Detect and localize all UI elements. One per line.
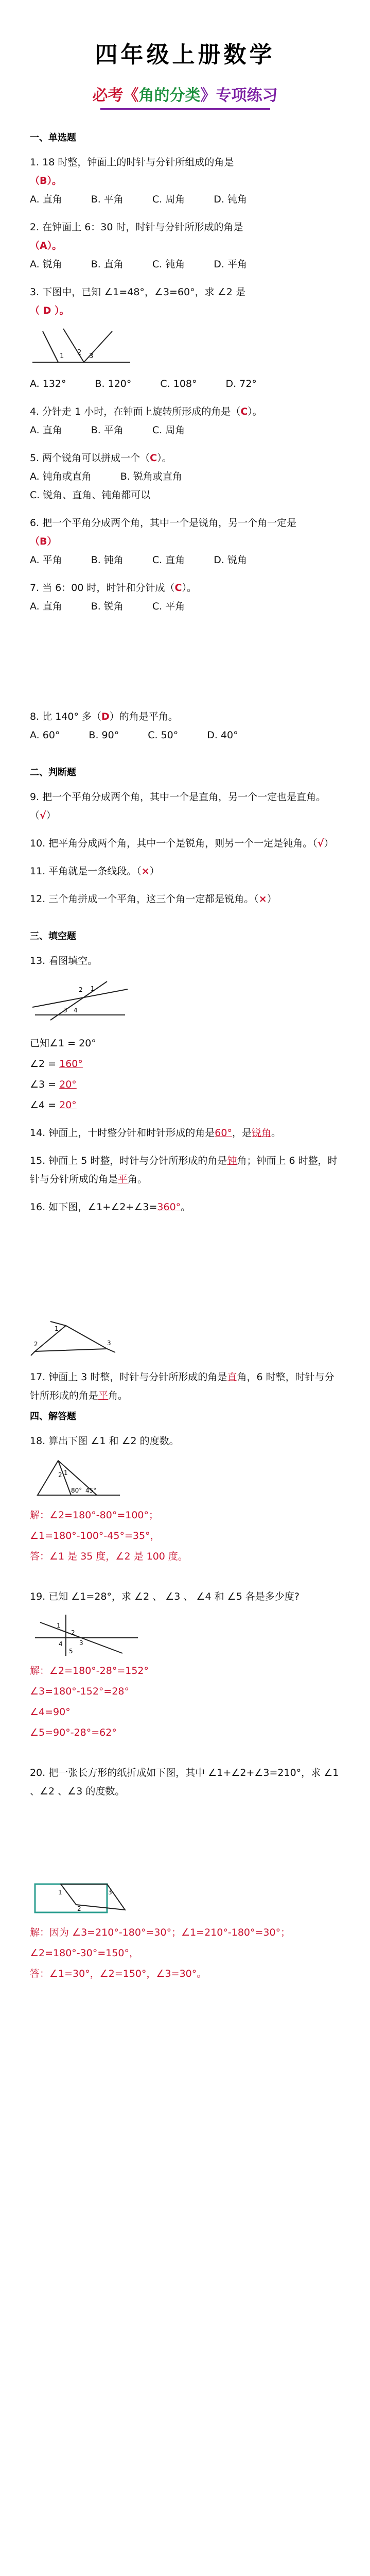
q13-label-angle2: ∠2 = <box>30 1058 60 1070</box>
q8-option-a: A. 60° <box>30 730 60 741</box>
question-16 <box>30 1198 340 1216</box>
q2-option-a: A. 锐角 <box>30 259 62 270</box>
q18-text: 18. 算出下图 ∠1 和 ∠2 的度数。 <box>30 1435 179 1447</box>
q3-ray-right <box>84 331 112 362</box>
q18-solution-1: 解：∠2=180°-80°=100°； <box>30 1510 159 1521</box>
q15-text: 15. 钟面上 5 时整，时针与分针所形成的角是 <box>30 1155 227 1166</box>
q5-tail: ）。 <box>157 452 172 464</box>
q16-text: 16. 如下图，∠1+∠2+∠3= <box>30 1201 157 1213</box>
q8-option-c: C. 50° <box>148 730 179 741</box>
q8-option-b: B. 90° <box>89 730 119 741</box>
q3-label-1: 1 <box>60 352 64 360</box>
q18-figure <box>30 1456 128 1503</box>
q13-label-2: 2 <box>79 986 83 993</box>
q4-options <box>30 421 340 439</box>
q6-option-b: B. 钝角 <box>91 554 124 566</box>
q3-ray-mid <box>63 329 84 362</box>
q15-tail: 角。 <box>128 1174 148 1185</box>
q16-triangle <box>35 1326 107 1351</box>
q7-option-a: A. 直角 <box>30 601 62 612</box>
q19-figure <box>30 1612 143 1658</box>
q3-ray-left <box>43 331 58 362</box>
q19-label-1: 1 <box>57 1622 61 1629</box>
q6-options <box>30 551 340 569</box>
q20-fold <box>61 1884 125 1910</box>
q8-tail: ）的角是平角。 <box>109 711 178 722</box>
q20-label-3: 3 <box>108 1889 112 1896</box>
q12-tail: ） <box>267 893 277 905</box>
q13-label-4: 4 <box>74 1007 78 1014</box>
q14-answer-2: 锐角 <box>251 1127 271 1139</box>
q4-option-b: B. 平角 <box>91 425 124 436</box>
section-solve: 四、解答题 <box>30 1411 76 1422</box>
q9-tail: ） <box>46 810 56 821</box>
q11-answer: × <box>141 866 150 877</box>
q1-option-c: C. 周角 <box>152 194 185 205</box>
q1-options <box>30 190 340 209</box>
q2-option-d: D. 平角 <box>214 259 247 270</box>
q3-option-b: B. 120° <box>95 378 132 389</box>
q4-option-a: A. 直角 <box>30 425 62 436</box>
q16-tail: 。 <box>181 1201 191 1213</box>
q6-option-d: D. 锐角 <box>214 554 247 566</box>
q20-solution-2: ∠2=180°-30°=150°， <box>30 1947 139 1959</box>
q7-answer: C <box>174 582 182 594</box>
question-11 <box>30 862 340 880</box>
question-8 <box>30 707 340 726</box>
q16-ext-right <box>107 1349 115 1352</box>
q2-answer: （A）。 <box>30 240 62 251</box>
q20-label-2: 2 <box>77 1905 81 1912</box>
question-5 <box>30 449 340 467</box>
q1-text: 1. 18 时整，钟面上的时针与分针所组成的角是 <box>30 157 234 168</box>
q2-option-c: C. 钝角 <box>152 259 185 270</box>
q18-solution-2: ∠1=180°-100°-45°=35°， <box>30 1530 160 1541</box>
q16-figure <box>30 1320 117 1357</box>
q17-text: 17. 钟面上 3 时整，时针与分针所形成的角是 <box>30 1371 227 1383</box>
section-true-false: 二、判断题 <box>30 767 76 778</box>
q10-tail: ） <box>324 838 334 849</box>
page-subtitle <box>30 82 340 105</box>
question-12 <box>30 890 340 908</box>
q1-option-d: D. 钝角 <box>214 194 247 205</box>
q11-tail: ） <box>149 866 160 877</box>
q6-answer: （B） <box>30 536 57 547</box>
q7-text: 7. 当 6：00 时，时针和分针成（ <box>30 582 175 594</box>
spacer <box>30 616 340 698</box>
q13-label-3: 3 <box>63 1007 67 1014</box>
q10-answer: √ <box>317 838 324 849</box>
q16-ext-left <box>31 1351 35 1355</box>
subtitle-underline <box>100 108 270 110</box>
q2-options <box>30 255 340 274</box>
q18-solution-3: 答：∠1 是 35 度，∠2 是 100 度。 <box>30 1551 188 1562</box>
q17-mid: 角，6 时整，时针与分针所形成的角是 <box>30 1371 334 1401</box>
question-9 <box>30 788 340 825</box>
q13-text: 13. 看图填空。 <box>30 955 98 967</box>
q4-tail: ）。 <box>248 406 262 417</box>
question-2 <box>30 218 340 255</box>
section-fill-blank: 三、填空题 <box>30 931 76 942</box>
q9-answer: √ <box>40 810 46 821</box>
q3-option-d: D. 72° <box>225 378 257 389</box>
q20-text: 20. 把一张长方形的纸折成如下图，其中 ∠1+∠2+∠3=210°，求 ∠1 、∠2 、∠3 的度数。 <box>30 1767 339 1797</box>
q13-answer-3: 20° <box>59 1079 77 1090</box>
q13-label-1: 1 <box>91 985 95 992</box>
q17-tail: 角。 <box>108 1390 128 1401</box>
q16-label-1: 1 <box>55 1325 59 1332</box>
spacer <box>30 1216 340 1314</box>
q3-answer: （ D ）。 <box>30 305 69 316</box>
q13-row-4 <box>30 1096 340 1114</box>
q12-text: 12. 三个角拼成一个平角，这三个角一定都是锐角。（ <box>30 893 259 905</box>
q1-option-a: A. 直角 <box>30 194 62 205</box>
q5-option-a: A. 钝角或直角 <box>30 471 92 482</box>
q13-row-3 <box>30 1075 340 1094</box>
q18-label-80: 80° <box>71 1487 82 1494</box>
q1-option-b: B. 平角 <box>91 194 124 205</box>
q19-solution-2: ∠3=180°-152°=28° <box>30 1686 130 1697</box>
page-title: 四年级上册数学 <box>95 42 275 68</box>
q19-label-3: 3 <box>79 1639 83 1647</box>
q19-solution-4: ∠5=90°-28°=62° <box>30 1727 117 1738</box>
subtitle-part-a: 必考《 <box>92 87 139 105</box>
q14-mid: ，是 <box>232 1127 252 1139</box>
q20-solution-3: 答：∠1=30°，∠2=150°，∠3=30°。 <box>30 1968 207 1979</box>
q16-label-2: 2 <box>34 1341 38 1348</box>
question-3 <box>30 283 340 320</box>
question-17 <box>30 1368 340 1405</box>
q3-label-2: 2 <box>77 349 82 357</box>
question-15 <box>30 1151 340 1189</box>
q19-label-2: 2 <box>71 1629 75 1636</box>
q15-answer-2: 平 <box>118 1174 128 1185</box>
question-4 <box>30 402 340 421</box>
q3-options <box>30 375 340 393</box>
question-14 <box>30 1124 340 1142</box>
question-7 <box>30 579 340 597</box>
q5-option-b: B. 锐角或直角 <box>120 471 182 482</box>
q17-answer-1: 直 <box>227 1371 237 1383</box>
question-20 <box>30 1764 340 1801</box>
q3-label-3: 3 <box>89 352 94 360</box>
q15-mid: 角；钟面上 6 时整，时针与分针所成的角是 <box>30 1155 338 1185</box>
q4-text: 4. 分针走 1 小时，在钟面上旋转所形成的角是（ <box>30 406 241 417</box>
q19-label-5: 5 <box>69 1648 73 1655</box>
section-single-choice: 一、单选题 <box>30 132 76 143</box>
q19-solution-1: 解：∠2=180°-28°=152° <box>30 1665 149 1676</box>
q18-label-angle1: 1 <box>64 1469 68 1477</box>
question-18 <box>30 1432 340 1450</box>
q8-options <box>30 726 340 744</box>
q11-text: 11. 平角就是一条线段。（ <box>30 866 142 877</box>
q19-text: 19. 已知 ∠1=28°，求 ∠2 、 ∠3 、 ∠4 和 ∠5 各是多少度? <box>30 1591 299 1602</box>
subtitle-part-c: 》专项练习 <box>200 87 278 105</box>
q5-options-2 <box>30 486 340 504</box>
q16-answer: 360° <box>157 1201 181 1213</box>
q5-option-c: C. 锐角、直角、钝角都可以 <box>30 489 151 501</box>
q7-option-b: B. 锐角 <box>91 601 124 612</box>
q14-tail: 。 <box>271 1127 281 1139</box>
q13-figure <box>30 976 133 1023</box>
q18-label-45: 45° <box>85 1487 97 1494</box>
question-13 <box>30 952 340 970</box>
q20-label-1: 1 <box>58 1889 62 1896</box>
q5-text: 5. 两个锐角可以拼成一个（ <box>30 452 150 464</box>
q20-solution-1: 解：因为 ∠3=210°-180°=30°；∠1=210°-180°=30°； <box>30 1927 291 1938</box>
q7-option-c: C. 平角 <box>152 601 185 612</box>
q13-row-2 <box>30 1055 340 1073</box>
q7-options <box>30 597 340 616</box>
q12-answer: × <box>258 893 267 905</box>
q2-option-b: B. 直角 <box>91 259 124 270</box>
q13-answer-4: 20° <box>59 1099 77 1111</box>
q2-text: 2. 在钟面上 6：30 时，时针与分针所形成的角是 <box>30 222 243 233</box>
q3-figure <box>30 326 133 372</box>
q3-option-a: A. 132° <box>30 378 66 389</box>
q13-given: 已知∠1 = 20° <box>30 1038 96 1049</box>
q16-label-3: 3 <box>107 1340 111 1347</box>
q20-figure <box>30 1874 133 1920</box>
q5-answer: C <box>150 452 157 464</box>
q14-text: 14. 钟面上，十时整分针和时针形成的角是 <box>30 1127 215 1139</box>
q1-answer: （B）。 <box>30 175 62 187</box>
q4-option-c: C. 周角 <box>152 425 185 436</box>
q14-answer-1: 60° <box>215 1127 232 1139</box>
q6-option-c: C. 直角 <box>152 554 185 566</box>
subtitle-part-b: 角的分类 <box>138 87 201 105</box>
q17-answer-2: 平 <box>98 1390 109 1401</box>
question-1 <box>30 153 340 190</box>
q6-option-a: A. 平角 <box>30 554 62 566</box>
q9-text: 9. 把一个平角分成两个角，其中一个是直角，另一个一定也是直角。（ <box>30 791 326 821</box>
q8-option-d: D. 40° <box>207 730 238 741</box>
q7-tail: ）。 <box>182 582 197 594</box>
q19-solution-3: ∠4=90° <box>30 1706 71 1718</box>
q4-answer: C <box>240 406 248 417</box>
q5-options <box>30 467 340 486</box>
q18-label-angle2: 2 <box>58 1471 62 1479</box>
q8-answer: D <box>101 711 110 722</box>
question-19 <box>30 1587 340 1606</box>
q3-text: 3. 下图中，已知 ∠1=48°，∠3=60°，求 ∠2 是 <box>30 286 245 298</box>
q10-text: 10. 把平角分成两个角，其中一个是锐角，则另一个一定是钝角。（ <box>30 838 318 849</box>
question-10 <box>30 834 340 853</box>
q6-text: 6. 把一个平角分成两个角，其中一个是锐角，另一个角一定是 <box>30 517 297 529</box>
q13-answer-2: 160° <box>59 1058 83 1070</box>
q19-label-4: 4 <box>59 1640 63 1648</box>
question-6 <box>30 514 340 551</box>
q3-option-c: C. 108° <box>160 378 197 389</box>
q13-label-angle4: ∠4 = <box>30 1099 60 1111</box>
q15-answer-1: 钝 <box>227 1155 237 1166</box>
q13-label-angle3: ∠3 = <box>30 1079 60 1090</box>
q8-text: 8. 比 140° 多（ <box>30 711 102 722</box>
spacer <box>30 1801 340 1868</box>
